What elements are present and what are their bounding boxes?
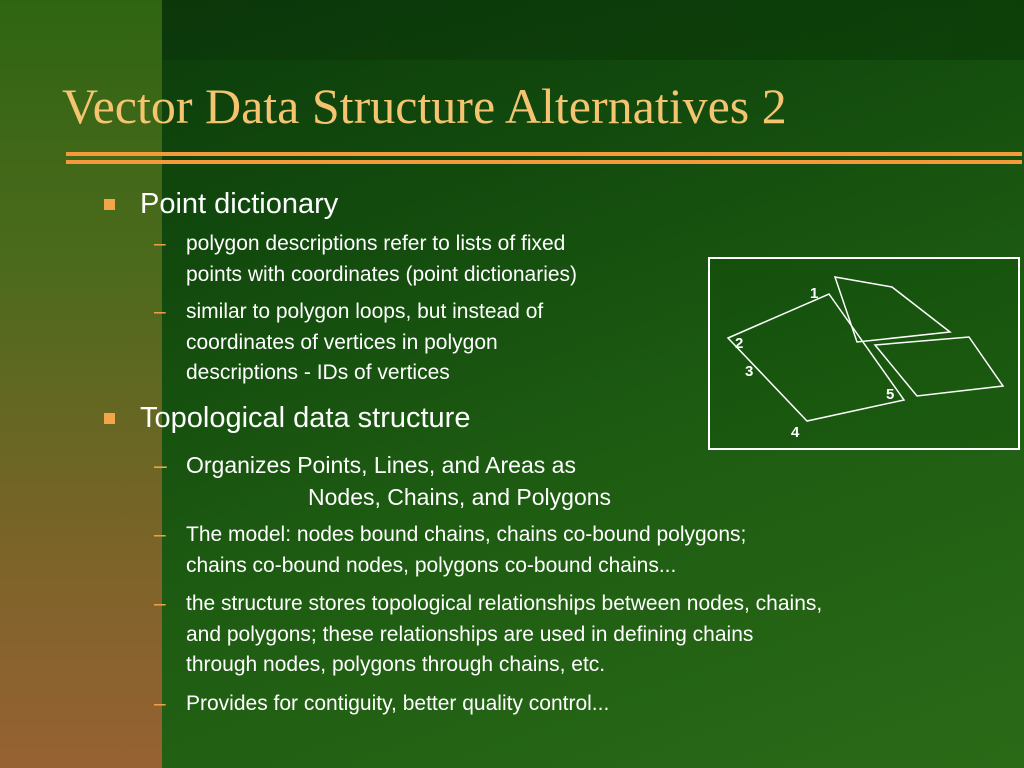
dash-bullet-icon: – xyxy=(154,592,166,615)
text-line: chains co-bound nodes, polygons co-bound chains... xyxy=(186,553,677,577)
text-line: through nodes, polygons through chains, etc. xyxy=(186,653,606,676)
topology-diagram xyxy=(708,257,1020,450)
text-line: points with coordinates (point dictionaries) xyxy=(186,262,578,286)
topological-heading: Topological data structure xyxy=(140,402,471,434)
topological-sub2 xyxy=(186,520,746,581)
topological-sub1 xyxy=(186,449,611,513)
title-rule-bottom xyxy=(66,160,1022,164)
polygon-shape xyxy=(835,277,950,342)
topological-sub3 xyxy=(186,589,822,681)
text-line: The model: nodes bound chains, chains co-bound polygons; xyxy=(186,523,747,546)
polygon-shape xyxy=(728,294,904,421)
topological-sub4 xyxy=(186,689,609,720)
bullet-square-icon xyxy=(104,413,115,424)
title-rule-top xyxy=(66,152,1022,156)
text-line: polygon descriptions refer to lists of fixed xyxy=(186,232,566,255)
point-dictionary-sub2 xyxy=(186,297,543,389)
text-line: descriptions - IDs of vertices xyxy=(186,361,450,384)
dash-bullet-icon: – xyxy=(154,692,166,715)
top-shade-band xyxy=(162,0,1024,60)
dash-bullet-icon: – xyxy=(154,232,166,255)
text-line: the structure stores topological relationships between nodes, chains, xyxy=(186,592,823,615)
point-dictionary-heading: Point dictionary xyxy=(140,188,339,220)
text-line: Nodes, Chains, and Polygons xyxy=(308,484,612,510)
dash-bullet-icon: – xyxy=(154,300,166,323)
text-line: similar to polygon loops, but instead of xyxy=(186,300,544,323)
node-label: 3 xyxy=(745,363,754,380)
point-dictionary-sub1 xyxy=(186,229,577,290)
polygon-diagram-svg xyxy=(710,259,1022,452)
text-line: Provides for contiguity, better quality control... xyxy=(186,692,610,715)
dash-bullet-icon: – xyxy=(154,523,166,546)
bullet-square-icon xyxy=(104,199,115,210)
slide-title: Vector Data Structure Alternatives 2 xyxy=(62,78,787,134)
text-line: and polygons; these relationships are used in defining chains xyxy=(186,622,754,646)
node-label: 5 xyxy=(886,386,895,403)
text-line: Organizes Points, Lines, and Areas as xyxy=(186,452,576,478)
node-label: 1 xyxy=(810,285,819,302)
node-label: 4 xyxy=(791,424,800,441)
node-label: 2 xyxy=(735,335,744,352)
dash-bullet-icon: – xyxy=(154,452,167,478)
text-line: coordinates of vertices in polygon xyxy=(186,330,498,354)
